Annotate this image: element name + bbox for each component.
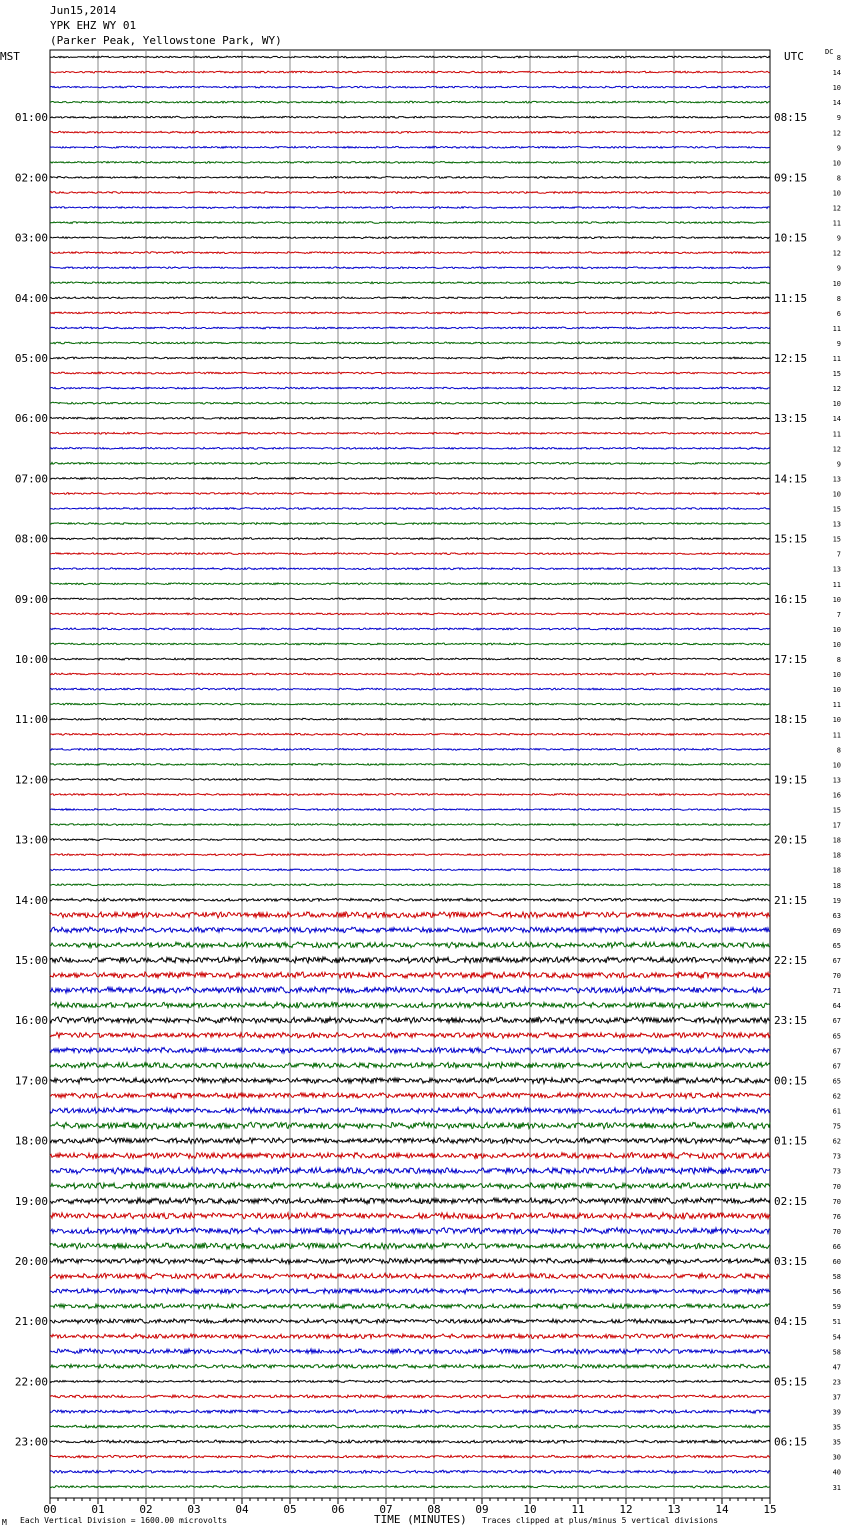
- dc-offset-label: 63: [832, 911, 841, 920]
- dc-offset-label: 10: [832, 595, 841, 604]
- seismic-trace-20: [50, 342, 770, 344]
- dc-column-label: DC: [825, 48, 834, 56]
- seismic-trace-29: [50, 478, 770, 480]
- seismic-trace-96: [50, 1486, 770, 1488]
- seismic-trace-81: [50, 1258, 770, 1263]
- dc-offset-label: 67: [832, 957, 841, 965]
- seismic-trace-35: [50, 568, 770, 570]
- dc-offset-label: 51: [832, 1318, 841, 1327]
- left-hour-label: 11:00: [14, 713, 48, 727]
- dc-offset-label: 65: [832, 1032, 841, 1041]
- seismic-trace-49: [50, 778, 770, 780]
- seismic-trace-68: [50, 1063, 770, 1069]
- right-hour-label: 04:15: [774, 1315, 808, 1329]
- seismic-trace-50: [50, 794, 770, 796]
- dc-offset-label: 11: [832, 219, 841, 228]
- dc-offset-label: 9: [836, 114, 841, 123]
- dc-offset-label: 76: [832, 1212, 841, 1221]
- seismic-trace-82: [50, 1273, 770, 1279]
- x-tick-label: 02: [139, 1503, 153, 1516]
- seismic-trace-43: [50, 688, 770, 690]
- dc-offset-label: 70: [832, 1197, 841, 1206]
- left-hour-label: 21:00: [14, 1315, 48, 1329]
- dc-offset-label: 30: [832, 1453, 841, 1462]
- x-tick-label: 11: [571, 1503, 585, 1516]
- seismic-trace-94: [50, 1455, 770, 1458]
- seismic-trace-69: [50, 1078, 770, 1084]
- x-tick-label: 10: [523, 1503, 537, 1516]
- seismic-trace-19: [50, 327, 770, 329]
- dc-offset-label: 8: [836, 174, 841, 183]
- dc-offset-label: 7: [836, 550, 841, 559]
- dc-offset-label: 67: [832, 1062, 841, 1071]
- dc-offset-label: 10: [832, 400, 841, 409]
- seismic-trace-84: [50, 1304, 770, 1309]
- dc-offset-label: 67: [832, 1047, 841, 1056]
- seismic-trace-74: [50, 1153, 770, 1159]
- seismic-trace-92: [50, 1425, 770, 1428]
- dc-offset-label: 65: [832, 941, 841, 950]
- dc-offset-label: 8: [836, 656, 841, 664]
- right-hour-label: 05:15: [774, 1375, 808, 1389]
- seismic-trace-79: [50, 1228, 770, 1234]
- dc-offset-label: 37: [832, 1393, 841, 1402]
- seismic-trace-12: [50, 222, 770, 224]
- seismic-trace-10: [50, 192, 770, 194]
- seismic-trace-56: [50, 884, 770, 886]
- dc-offset-label: 10: [832, 189, 841, 198]
- dc-offset-label: 35: [832, 1423, 841, 1432]
- dc-offset-label: 9: [836, 264, 841, 273]
- x-tick-label: 04: [235, 1503, 249, 1516]
- seismic-trace-52: [50, 824, 770, 826]
- dc-offset-label: 11: [832, 430, 841, 439]
- dc-offset-label: 12: [832, 445, 841, 454]
- dc-offset-label: 39: [832, 1408, 841, 1417]
- dc-offset-label: 18: [832, 851, 841, 860]
- dc-offset-label: 8: [836, 294, 841, 303]
- seismic-trace-91: [50, 1410, 770, 1413]
- dc-offset-label: 10: [832, 84, 841, 93]
- seismic-trace-6: [50, 131, 770, 133]
- dc-offset-label: 31: [832, 1483, 841, 1492]
- seismic-trace-89: [50, 1380, 770, 1382]
- dc-offset-label: 11: [832, 324, 841, 333]
- seismic-trace-41: [50, 658, 770, 660]
- seismic-trace-45: [50, 718, 770, 720]
- seismic-trace-40: [50, 643, 770, 645]
- dc-offset-label: 15: [832, 806, 841, 815]
- x-tick-label: 06: [331, 1503, 345, 1516]
- seismic-trace-31: [50, 508, 770, 510]
- seismic-trace-1: [50, 56, 770, 58]
- right-hour-label: 14:15: [774, 472, 808, 486]
- seismic-trace-13: [50, 237, 770, 239]
- dc-offset-label: 12: [832, 204, 841, 213]
- dc-offset-label: 7: [836, 610, 841, 619]
- left-hour-label: 16:00: [14, 1014, 48, 1028]
- dc-offset-label: 9: [836, 144, 841, 153]
- seismic-trace-57: [50, 898, 770, 901]
- left-hour-label: 02:00: [14, 171, 48, 185]
- dc-offset-label: 66: [832, 1242, 841, 1251]
- corner-mark: M: [2, 1518, 7, 1527]
- left-hour-label: 09:00: [14, 592, 48, 606]
- dc-offset-label: 12: [832, 385, 841, 394]
- left-hour-label: 04:00: [14, 291, 48, 305]
- left-hour-label: 07:00: [14, 472, 48, 486]
- dc-offset-label: 10: [832, 671, 841, 680]
- right-hour-label: 02:15: [774, 1194, 808, 1208]
- left-hour-label: 10:00: [14, 653, 48, 666]
- dc-offset-label: 16: [832, 791, 841, 800]
- dc-offset-label: 12: [832, 129, 841, 138]
- dc-offset-label: 65: [832, 1077, 841, 1086]
- dc-offset-label: 70: [832, 1227, 841, 1236]
- dc-offset-label: 64: [832, 1002, 841, 1011]
- left-hour-label: 08:00: [14, 532, 48, 546]
- right-hour-label: 16:15: [774, 592, 808, 606]
- seismic-trace-90: [50, 1395, 770, 1398]
- dc-offset-label: 59: [832, 1303, 841, 1312]
- seismic-trace-24: [50, 402, 770, 404]
- dc-offset-label: 14: [832, 69, 841, 78]
- x-tick-label: 00: [43, 1503, 57, 1516]
- plot-date: Jun15,2014: [50, 4, 117, 17]
- seismic-trace-88: [50, 1364, 770, 1368]
- dc-offset-label: 56: [832, 1288, 841, 1297]
- right-hour-label: 13:15: [774, 412, 808, 426]
- dc-offset-label: 12: [832, 249, 841, 258]
- left-hour-label: 01:00: [14, 111, 48, 125]
- seismic-trace-38: [50, 613, 770, 615]
- right-hour-label: 08:15: [774, 111, 808, 125]
- seismic-trace-39: [50, 628, 770, 630]
- seismic-trace-8: [50, 161, 770, 163]
- dc-offset-label: 18: [832, 866, 841, 875]
- seismic-trace-72: [50, 1122, 770, 1129]
- seismic-trace-78: [50, 1213, 770, 1220]
- dc-offset-label: 23: [832, 1378, 841, 1387]
- seismic-trace-59: [50, 927, 770, 933]
- dc-offset-label: 13: [832, 565, 841, 574]
- x-tick-label: 09: [475, 1503, 489, 1516]
- dc-offset-label: 61: [832, 1107, 841, 1116]
- seismic-trace-63: [50, 987, 770, 993]
- seismic-trace-83: [50, 1289, 770, 1294]
- dc-offset-label: 35: [832, 1438, 841, 1447]
- seismic-trace-11: [50, 207, 770, 209]
- right-hour-label: 22:15: [774, 954, 808, 967]
- dc-offset-label: 62: [832, 1092, 841, 1101]
- left-hour-label: 12:00: [14, 773, 48, 787]
- right-hour-label: 09:15: [774, 171, 808, 185]
- dc-offset-label: 58: [832, 1273, 841, 1282]
- dc-offset-label: 13: [832, 776, 841, 785]
- left-hour-label: 06:00: [14, 412, 48, 426]
- dc-offset-label: 10: [832, 686, 841, 695]
- right-hour-label: 06:15: [774, 1435, 808, 1449]
- seismic-trace-3: [50, 86, 770, 88]
- seismic-trace-70: [50, 1093, 770, 1099]
- dc-offset-label: 10: [832, 159, 841, 168]
- left-hour-label: 23:00: [14, 1435, 48, 1449]
- dc-offset-label: 9: [836, 234, 841, 243]
- seismic-trace-93: [50, 1440, 770, 1443]
- x-tick-label: 14: [715, 1503, 729, 1516]
- dc-offset-label: 70: [832, 972, 841, 981]
- seismic-trace-33: [50, 538, 770, 540]
- left-hour-label: 14:00: [14, 893, 48, 907]
- seismic-trace-47: [50, 748, 770, 750]
- x-tick-label: 13: [667, 1503, 681, 1516]
- seismic-trace-9: [50, 176, 770, 178]
- dc-offset-label: 58: [832, 1348, 841, 1357]
- seismic-trace-48: [50, 763, 770, 765]
- left-hour-label: 13:00: [14, 833, 48, 847]
- right-hour-label: 15:15: [774, 532, 808, 546]
- x-tick-label: 12: [619, 1503, 633, 1516]
- dc-offset-label: 11: [832, 355, 841, 363]
- dc-offset-label: 14: [832, 415, 841, 424]
- right-hour-label: 23:15: [774, 1014, 808, 1028]
- dc-offset-label: 10: [832, 716, 841, 725]
- dc-offset-label: 18: [832, 836, 841, 845]
- right-hour-label: 01:15: [774, 1134, 808, 1148]
- left-timezone-label: MST: [0, 50, 20, 63]
- seismic-trace-55: [50, 869, 770, 871]
- dc-offset-label: 15: [832, 370, 841, 379]
- seismic-trace-26: [50, 432, 770, 434]
- seismic-trace-2: [50, 71, 770, 73]
- dc-offset-label: 15: [832, 505, 841, 514]
- x-tick-label: 08: [427, 1503, 441, 1516]
- seismic-trace-32: [50, 523, 770, 525]
- left-hour-label: 19:00: [14, 1194, 48, 1208]
- dc-offset-label: 17: [832, 821, 841, 830]
- dc-offset-label: 54: [832, 1333, 841, 1342]
- left-hour-label: 03:00: [14, 231, 48, 245]
- right-hour-label: 19:15: [774, 773, 808, 787]
- vertical-scale-note: Each Vertical Division = 1600.00 microvolts: [20, 1516, 228, 1525]
- seismic-trace-86: [50, 1334, 770, 1339]
- dc-offset-label: 13: [832, 475, 841, 484]
- right-hour-label: 03:15: [774, 1255, 808, 1268]
- seismic-trace-17: [50, 297, 770, 299]
- seismic-trace-14: [50, 252, 770, 254]
- x-tick-label: 01: [91, 1503, 105, 1516]
- dc-offset-label: 71: [832, 987, 841, 996]
- dc-offset-label: 6: [836, 309, 841, 318]
- seismic-trace-25: [50, 417, 770, 419]
- dc-offset-label: 15: [832, 535, 841, 544]
- right-hour-label: 10:15: [774, 231, 808, 245]
- dc-offset-label: 10: [832, 640, 841, 649]
- dc-offset-label: 10: [832, 490, 841, 499]
- right-timezone-label: UTC: [784, 50, 804, 63]
- seismic-trace-62: [50, 972, 770, 978]
- seismic-trace-58: [50, 912, 770, 918]
- dc-offset-label: 73: [832, 1167, 841, 1176]
- right-hour-label: 18:15: [774, 713, 808, 727]
- dc-offset-label: 40: [832, 1468, 841, 1477]
- seismic-trace-27: [50, 447, 770, 449]
- dc-offset-label: 75: [832, 1122, 841, 1131]
- dc-offset-label: 10: [832, 625, 841, 634]
- left-hour-label: 18:00: [14, 1134, 48, 1148]
- seismic-trace-67: [50, 1047, 770, 1053]
- seismic-trace-77: [50, 1198, 770, 1204]
- seismic-trace-61: [50, 957, 770, 963]
- seismic-trace-34: [50, 553, 770, 555]
- right-hour-label: 00:15: [774, 1074, 808, 1088]
- dc-offset-label: 14: [832, 99, 841, 108]
- dc-offset-label: 60: [832, 1258, 841, 1266]
- left-hour-label: 20:00: [14, 1255, 48, 1268]
- seismic-trace-85: [50, 1319, 770, 1324]
- seismic-trace-95: [50, 1470, 770, 1473]
- seismic-trace-37: [50, 598, 770, 600]
- right-hour-label: 11:15: [774, 291, 808, 305]
- right-hour-label: 20:15: [774, 833, 808, 847]
- seismic-trace-5: [50, 116, 770, 118]
- right-hour-label: 12:15: [774, 352, 808, 365]
- seismic-trace-87: [50, 1349, 770, 1354]
- dc-offset-label: 47: [832, 1363, 841, 1372]
- seismic-trace-28: [50, 462, 770, 464]
- seismic-trace-7: [50, 146, 770, 148]
- seismic-trace-76: [50, 1183, 770, 1189]
- seismic-trace-54: [50, 854, 770, 856]
- seismic-trace-51: [50, 809, 770, 811]
- seismic-trace-23: [50, 387, 770, 389]
- dc-offset-label: 67: [832, 1017, 841, 1026]
- seismic-trace-64: [50, 1002, 770, 1008]
- seismic-trace-30: [50, 493, 770, 495]
- dc-offset-label: 11: [832, 580, 841, 589]
- seismic-trace-73: [50, 1138, 770, 1144]
- dc-offset-label: 69: [832, 926, 841, 935]
- left-hour-label: 05:00: [14, 352, 48, 365]
- x-tick-label: 15: [763, 1503, 777, 1516]
- x-tick-label: 05: [283, 1503, 297, 1516]
- dc-offset-label: 10: [832, 279, 841, 288]
- dc-offset-label: 11: [832, 701, 841, 710]
- dc-offset-label: 9: [836, 460, 841, 469]
- seismic-trace-42: [50, 673, 770, 675]
- dc-offset-label: 8: [836, 54, 841, 62]
- seismic-trace-21: [50, 357, 770, 359]
- left-hour-label: 17:00: [14, 1074, 48, 1088]
- dc-offset-label: 62: [832, 1137, 841, 1146]
- seismic-trace-75: [50, 1168, 770, 1175]
- dc-offset-label: 70: [832, 1182, 841, 1191]
- dc-offset-label: 8: [836, 746, 841, 755]
- seismic-trace-71: [50, 1108, 770, 1114]
- dc-offset-label: 19: [832, 896, 841, 905]
- seismic-trace-18: [50, 312, 770, 314]
- dc-offset-label: 73: [832, 1152, 841, 1161]
- dc-offset-label: 11: [832, 731, 841, 740]
- seismic-trace-66: [50, 1032, 770, 1038]
- seismic-trace-4: [50, 101, 770, 103]
- dc-offset-label: 10: [832, 761, 841, 770]
- seismic-trace-46: [50, 733, 770, 735]
- dc-offset-label: 18: [832, 881, 841, 890]
- seismic-trace-60: [50, 942, 770, 948]
- station-code: YPK EHZ WY 01: [50, 19, 137, 32]
- seismic-trace-65: [50, 1017, 770, 1023]
- seismic-trace-36: [50, 583, 770, 585]
- seismic-trace-53: [50, 839, 770, 841]
- x-tick-label: 07: [379, 1503, 393, 1516]
- left-hour-label: 22:00: [14, 1375, 48, 1389]
- seismic-trace-16: [50, 282, 770, 284]
- dc-offset-label: 9: [836, 339, 841, 348]
- right-hour-label: 17:15: [774, 653, 808, 666]
- seismic-trace-80: [50, 1243, 770, 1249]
- seismic-trace-44: [50, 703, 770, 705]
- clip-note: Traces clipped at plus/minus 5 vertical divisions: [482, 1516, 719, 1525]
- x-axis-label: TIME (MINUTES): [374, 1513, 467, 1526]
- station-location: (Parker Peak, Yellowstone Park, WY): [50, 34, 282, 47]
- x-tick-label: 03: [187, 1503, 201, 1516]
- right-hour-label: 21:15: [774, 893, 808, 907]
- seismic-trace-15: [50, 267, 770, 269]
- dc-offset-label: 13: [832, 520, 841, 529]
- left-hour-label: 15:00: [14, 954, 48, 967]
- seismic-trace-22: [50, 372, 770, 374]
